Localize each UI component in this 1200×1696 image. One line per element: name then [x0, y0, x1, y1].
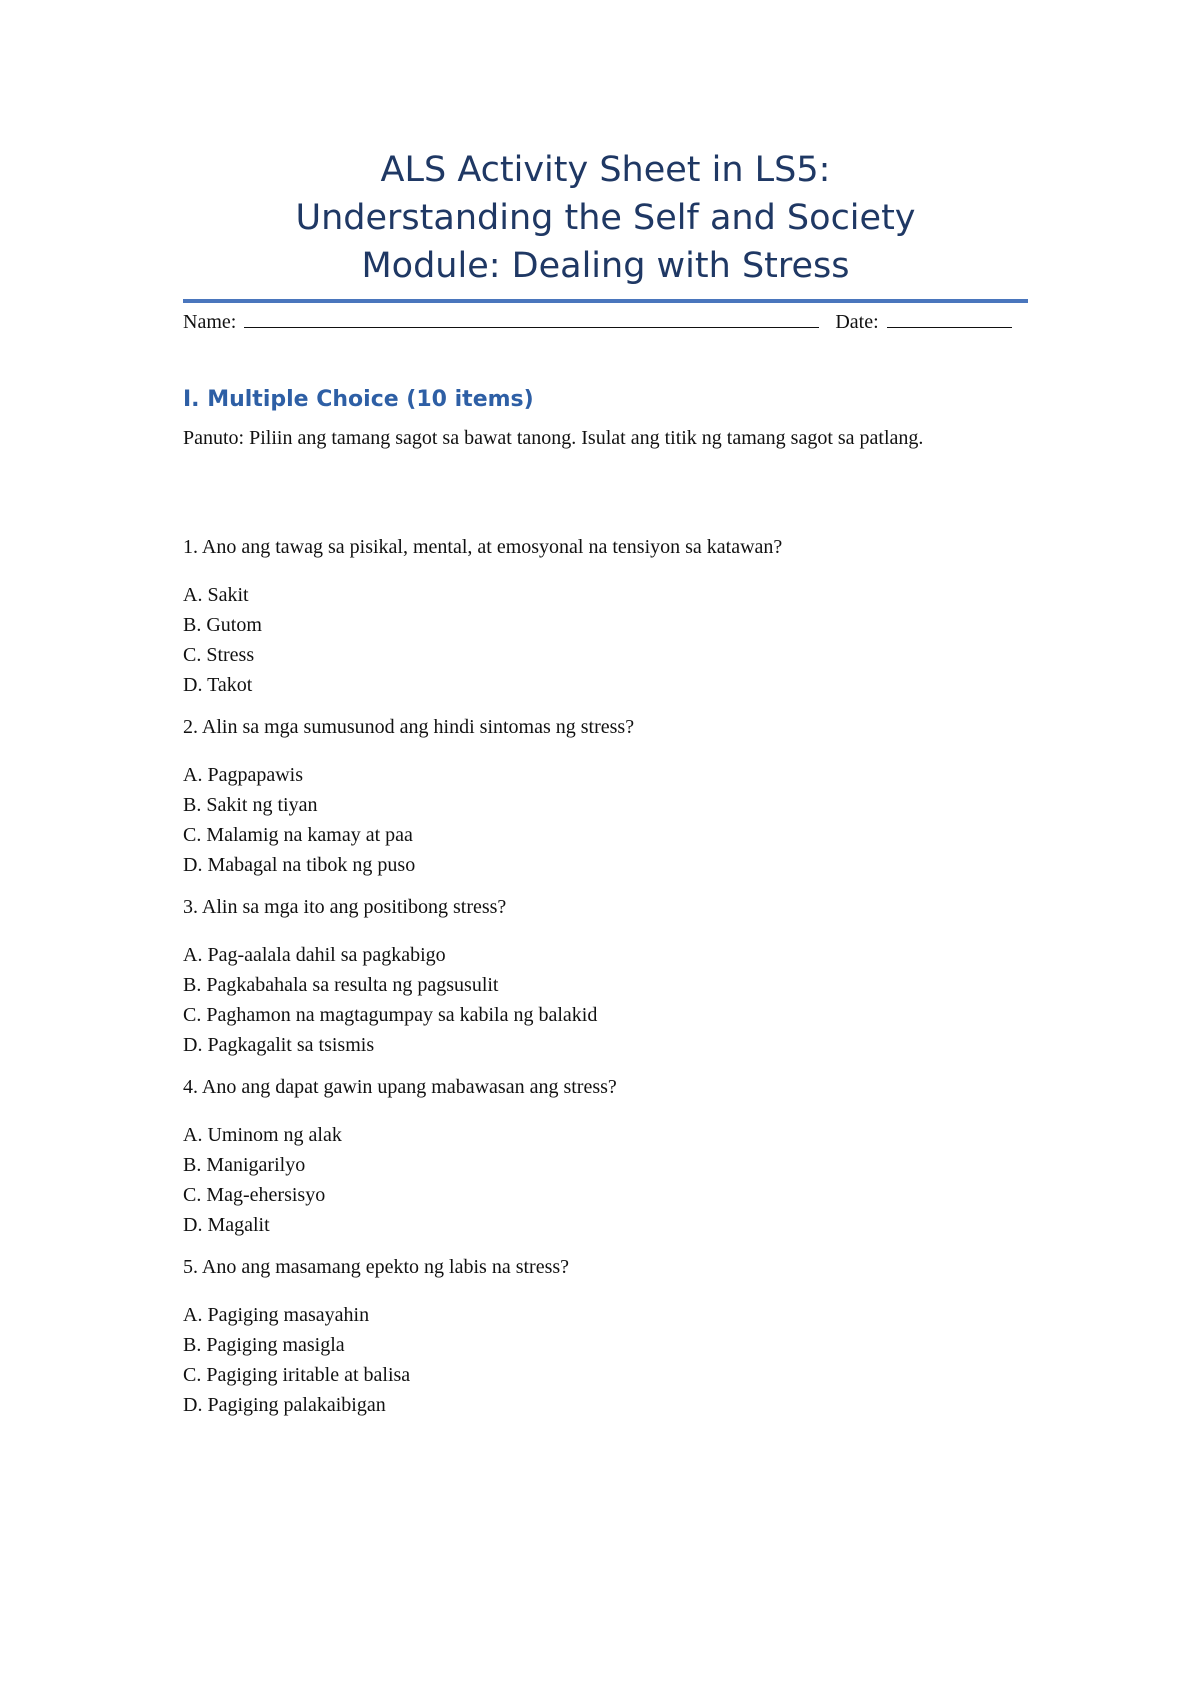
date-blank[interactable] [887, 305, 1012, 328]
choice-a: A. Uminom ng alak [183, 1124, 342, 1146]
choice-b: B. Manigarilyo [183, 1154, 306, 1176]
choice-b: B. Pagiging masigla [183, 1334, 345, 1356]
question-text: 4. Ano ang dapat gawin upang mabawasan ang stress? [183, 1076, 617, 1098]
title-line-2: Understanding the Self and Society [295, 198, 916, 238]
question-2 [183, 712, 1028, 880]
choice-c: C. Malamig na kamay at paa [183, 824, 413, 846]
question-1 [183, 532, 1028, 700]
choice-a: A. Sakit [183, 584, 249, 606]
title-divider [183, 299, 1028, 303]
choice-b: B. Sakit ng tiyan [183, 794, 318, 816]
choice-a: A. Pag-aalala dahil sa pagkabigo [183, 944, 446, 966]
question-text: 5. Ano ang masamang epekto ng labis na stress? [183, 1256, 570, 1278]
choice-d: D. Pagiging palakaibigan [183, 1394, 386, 1416]
choice-c: C. Mag-ehersisyo [183, 1184, 326, 1206]
question-text: 1. Ano ang tawag sa pisikal, mental, at emosyonal na tensiyon sa katawan? [183, 536, 783, 558]
question-text: 3. Alin sa mga ito ang positibong stress? [183, 896, 507, 918]
choice-c: C. Stress [183, 644, 255, 666]
name-date-row [183, 305, 1028, 337]
choice-d: D. Pagkagalit sa tsismis [183, 1034, 375, 1056]
choice-a: A. Pagiging masayahin [183, 1304, 370, 1326]
choice-a: A. Pagpapawis [183, 764, 303, 786]
document-title [183, 146, 1028, 290]
choice-c: C. Paghamon na magtagumpay sa kabila ng balakid [183, 1004, 598, 1026]
instructions-text: Panuto: Piliin ang tamang sagot sa bawat tanong. Isulat ang titik ng tamang sagot sa patlang. [183, 427, 924, 449]
question-4 [183, 1072, 1028, 1240]
question-3 [183, 892, 1028, 1060]
section-heading: I. Multiple Choice (10 items) [183, 387, 534, 412]
question-5 [183, 1252, 1028, 1420]
title-line-3: Module: Dealing with Stress [361, 246, 850, 286]
choice-d: D. Magalit [183, 1214, 270, 1236]
question-text: 2. Alin sa mga sumusunod ang hindi sintomas ng stress? [183, 716, 635, 738]
title-line-1: ALS Activity Sheet in LS5: [380, 150, 831, 190]
choice-d: D. Mabagal na tibok ng puso [183, 854, 416, 876]
choice-b: B. Gutom [183, 614, 262, 636]
choice-c: C. Pagiging iritable at balisa [183, 1364, 411, 1386]
choice-b: B. Pagkabahala sa resulta ng pagsusulit [183, 974, 499, 996]
date-label: Date: [835, 311, 879, 333]
question-list [183, 532, 1028, 1432]
choice-d: D. Takot [183, 674, 253, 696]
name-label: Name: [183, 311, 237, 333]
name-blank[interactable] [244, 305, 819, 328]
